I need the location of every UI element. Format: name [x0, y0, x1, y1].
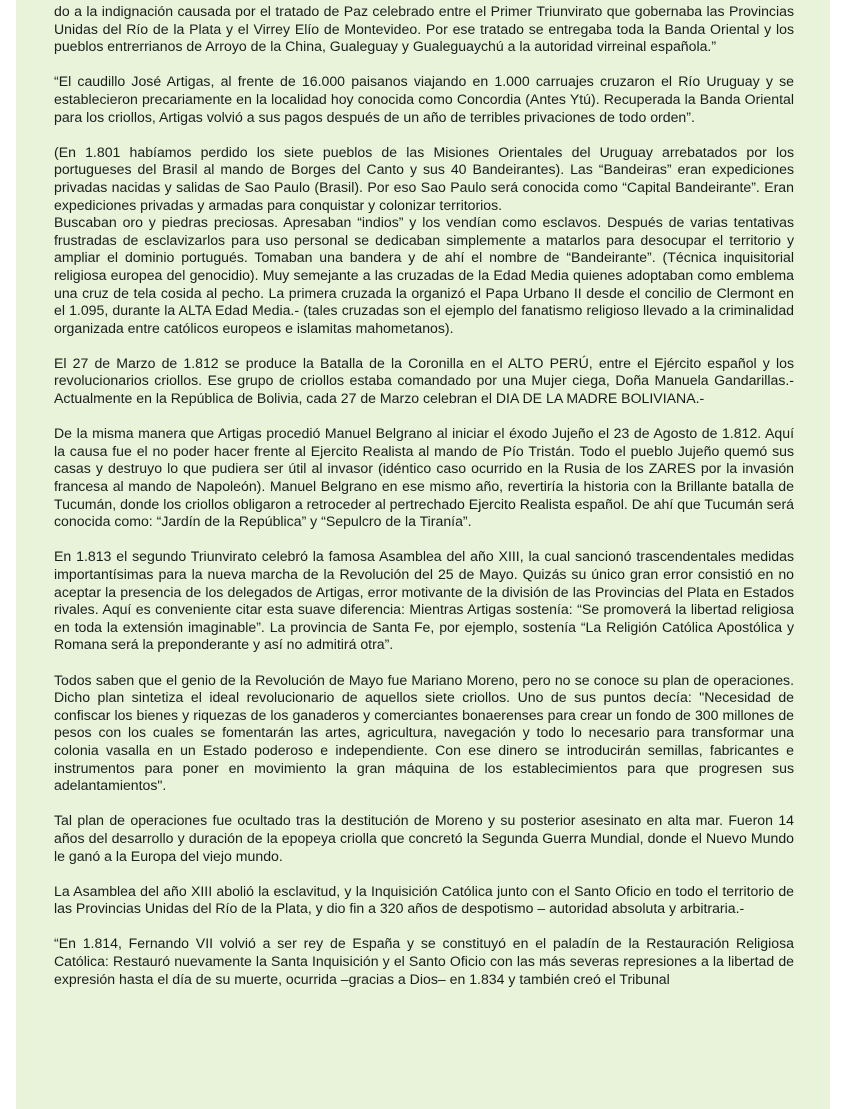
paragraph-artigas-exodus: “El caudillo José Artigas, al frente de 16.000 paisanos viajando en 1.000 carruajes cruzaron el Río Uruguay y se establecieron precariamente en la localidad hoy conocida como Concordia (Antes Ytú). Recuperada la Banda Oriental para los criollos, Artigas volvió a sus pagos después de un año de terribles privaciones de todo orden”. [54, 73, 794, 125]
paragraph-misiones: (En 1.801 habíamos perdido los siete pueblos de las Misiones Orientales del Uruguay arrebatados por los portugueses del Brasil al mando de Borges del Canto y sus 40 Bandeirantes). Las “Bandeiras” eran expediciones privadas nacidas y salidas de Sao Paulo (Brasil). Por eso Sao Paulo será conocida como “Capital Bandeirante”. Eran expediciones privadas y armadas para conquistar y colonizar territorios. [54, 143, 794, 213]
paragraph-moreno-plan: Todos saben que el genio de la Revolución de Mayo fue Mariano Moreno, pero no se conoce su plan de operaciones. Dicho plan sintetiza el ideal revolucionario de aquellos siete criollos. Uno de sus puntos decía: "Necesidad de confiscar los bienes y riquezas de los ganaderos y comerciantes bonaerenses para crear un fondo de 300 millones de pesos con los cuales se fomentarán las artes, agricultura, navegación y todo lo necesario para transformar una colonia vasalla en un Estado poderoso e independiente. Con ese dinero se introducirán semillas, fabricantes e instrumentos para poner en movimiento la gran máquina de los establecimientos para que progresen sus adelantamientos". [54, 671, 794, 794]
document-page [16, 0, 830, 1109]
paragraph-jujuy-exodus: De la misma manera que Artigas procedió Manuel Belgrano al iniciar el éxodo Jujeño el 23 de Agosto de 1.812. Aquí la causa fue el no poder hacer frente al Ejercito Realista al mando de Pío Tristán. Todo el pueblo Jujeño quemó sus casas y destruyo lo que pudiera ser útil al invasor (idéntico caso ocurrido en la Rusia de los ZARES por la invasión francesa al mando de Napoleón). Manuel Belgrano en ese mismo año, revertiría la historia con la Brillante batalla de Tucumán, donde los criollos obligaron a retroceder al pertrechado Ejercito Realista español. De ahí que Tucumán será conocida como: “Jardín de la República” y “Sepulcro de la Tiranía”. [54, 425, 794, 530]
paragraph-fernando-vii: “En 1.814, Fernando VII volvió a ser rey de España y se constituyó en el paladín de la Restauración Religiosa Católica: Restauró nuevamente la Santa Inquisición y el Santo Oficio con las más severas represiones a la libertad de expresión hasta el día de su muerte, ocurrida –gracias a Dios– en 1.834 y también creó el Tribunal [54, 935, 794, 987]
paragraph-asamblea: En 1.813 el segundo Triunvirato celebró la famosa Asamblea del año XIII, la cual sancionó trascendentales medidas importantísimas para la nueva marcha de la Revolución del 25 de Mayo. Quizás su único gran error consistió en no aceptar la presencia de los delegados de Artigas, error motivante de la división de las Provincias del Plata en Estados rivales. Aquí es conveniente citar esta suave diferencia: Mientras Artigas sostenía: “Se promoverá la libertad religiosa en toda la extensión imaginable”. La provincia de Santa Fe, por ejemplo, sostenía “La Religión Católica Apostólica y Romana será la preponderante y así no admitirá otra”. [54, 548, 794, 653]
paragraph-abolition: La Asamblea del año XIII abolió la esclavitud, y la Inquisición Católica junto con el Santo Oficio en todo el territorio de las Provincias Unidas del Río de la Plata, y dio fin a 320 años de despotismo – autoridad absoluta y arbitraria.- [54, 882, 794, 917]
paragraph-coronilla: El 27 de Marzo de 1.812 se produce la Batalla de la Coronilla en el ALTO PERÚ, entre el Ejército español y los revolucionarios criollos. Ese grupo de criollos estaba comandado por una Mujer ciega, Doña Manuela Gandarillas.- Actualmente en la República de Bolivia, cada 27 de Marzo celebran el DIA DE LA MADRE BOLIVIANA.- [54, 354, 794, 407]
body-text [54, 3, 794, 1006]
paragraph-treaty: do a la indignación causada por el tratado de Paz celebrado entre el Primer Triunvirato que gobernaba las Provincias Unidas del Río de la Plata y el Virrey Elío de Montevideo. Por ese tratado se entregaba toda la Banda Oriental y los pueblos entrerrianos de Arroyo de la China, Gualeguay y Gualeguaychú a la autoridad virreinal española.” [54, 3, 794, 55]
paragraph-plan-hidden: Tal plan de operaciones fue ocultado tras la destitución de Moreno y su posterior asesinato en alta mar. Fueron 14 años del desarrollo y duración de la epopeya criolla que concretó la Segunda Guerra Mundial, donde el Nuevo Mundo le ganó a la Europa del viejo mundo. [54, 812, 794, 864]
paragraph-bandeirantes: Buscaban oro y piedras preciosas. Apresaban “indios” y los vendían como esclavos. Después de varias tentativas frustradas de esclavizarlos para uso personal se dedicaban simplemente a matarlos para desocupar el territorio y ampliar el dominio portugués. Tomaban una bandera y de ahí el nombre de “Bandeirante”. (Técnica inquisitorial religiosa europea del genocidio). Muy semejante a las cruzadas de la Edad Media quienes adoptaban como emblema una cruz de tela cosida al pecho. La primera cruzada la organizó el Papa Urbano II desde el concilio de Clermont en el 1.095, durante la ALTA Edad Media.- (tales cruzadas son el ejemplo del fanatismo religioso llevado a la criminalidad organizada entre católicos europeos e islamitas mahometanos). [54, 214, 794, 336]
